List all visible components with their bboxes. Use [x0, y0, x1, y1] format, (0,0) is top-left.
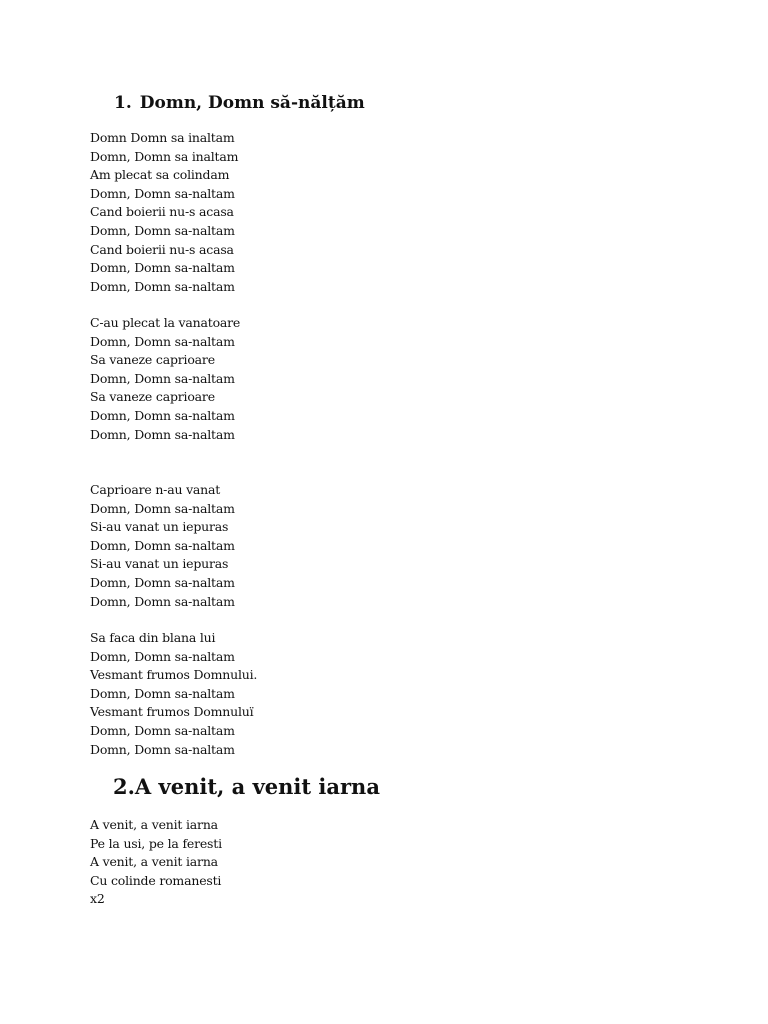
- lyric-line: Sa vaneze caprioare: [90, 352, 215, 368]
- lyric-line: Sa vaneze caprioare: [90, 389, 215, 405]
- song-1-number: 1.: [114, 93, 132, 113]
- lyric-line: Si-au vanat un iepuras: [90, 519, 229, 535]
- song-2-stanza-1: [90, 816, 222, 909]
- lyric-line: Domn, Domn sa-naltam: [90, 260, 235, 276]
- lyric-line: Domn, Domn sa-naltam: [90, 222, 235, 238]
- lyric-line: Vesmant frumos Domnuluï: [90, 704, 254, 720]
- lyric-line: Domn, Domn sa inaltam: [90, 148, 239, 164]
- lyric-line: Domn, Domn sa-naltam: [90, 185, 235, 201]
- lyric-line: A venit, a venit iarna: [90, 817, 218, 832]
- lyric-line: A venit, a venit iarna: [90, 854, 218, 870]
- song-2-title: 2.A venit, a venit iarna: [113, 774, 380, 799]
- lyric-line: Domn Domn sa inaltam: [90, 130, 235, 145]
- song-1-stanza-4: [90, 629, 257, 759]
- song-1-stanza-2: [90, 314, 240, 444]
- lyric-line: Pe la usi, pe la feresti: [90, 835, 222, 851]
- lyric-line: Domn, Domn sa-naltam: [90, 500, 235, 516]
- song-1-stanza-1: [90, 129, 238, 296]
- lyric-line: Domn, Domn sa-naltam: [90, 574, 235, 590]
- lyric-line: Cu colinde romanesti: [90, 872, 222, 888]
- song-1-stanza-3: [90, 481, 235, 611]
- lyric-line: Domn, Domn sa-naltam: [90, 685, 235, 701]
- lyric-line: Am plecat sa colindam: [90, 167, 230, 183]
- song-1-heading: [114, 92, 365, 114]
- lyric-line: Domn, Domn sa-naltam: [90, 407, 235, 423]
- lyric-line: Sa faca din blana lui: [90, 630, 216, 645]
- lyric-line: Domn, Domn sa-naltam: [90, 593, 235, 609]
- lyric-line: Domn, Domn sa-naltam: [90, 278, 235, 294]
- lyric-line: Cand boierii nu-s acasa: [90, 241, 234, 257]
- repeat-marker: x2: [90, 891, 105, 907]
- song-1-title: Domn, Domn să-nălțăm: [139, 93, 365, 113]
- lyric-line: Domn, Domn sa-naltam: [90, 648, 235, 664]
- lyric-line: Domn, Domn sa-naltam: [90, 426, 235, 442]
- lyric-line: Domn, Domn sa-naltam: [90, 333, 235, 349]
- lyric-line: Domn, Domn sa-naltam: [90, 741, 235, 757]
- lyric-line: Domn, Domn sa-naltam: [90, 722, 235, 738]
- lyric-line: Cand boierii nu-s acasa: [90, 204, 234, 220]
- lyric-line: Domn, Domn sa-naltam: [90, 370, 235, 386]
- lyric-line: Vesmant frumos Domnului.: [90, 667, 258, 683]
- lyric-line: Si-au vanat un iepuras: [90, 556, 229, 572]
- lyric-line: Caprioare n-au vanat: [90, 482, 221, 497]
- lyric-line: Domn, Domn sa-naltam: [90, 537, 235, 553]
- lyric-line: C-au plecat la vanatoare: [90, 315, 241, 330]
